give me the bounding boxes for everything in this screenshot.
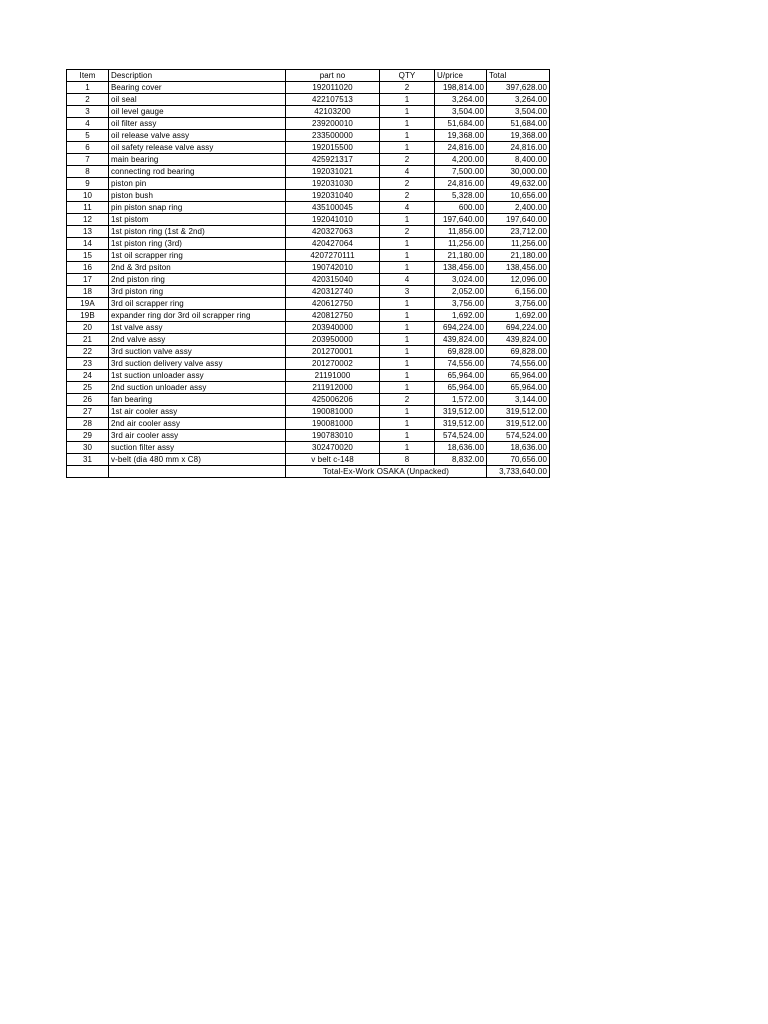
cell-description: 1st piston ring (3rd) bbox=[109, 238, 286, 250]
cell-part-no: 190742010 bbox=[286, 262, 380, 274]
cell-description: 3rd suction valve assy bbox=[109, 346, 286, 358]
cell-qty: 1 bbox=[380, 262, 435, 274]
cell-item: 3 bbox=[67, 106, 109, 118]
cell-part-no: 435100045 bbox=[286, 202, 380, 214]
cell-item: 19A bbox=[67, 298, 109, 310]
table-header bbox=[67, 70, 550, 82]
table-row bbox=[67, 430, 550, 442]
cell-uprice: 694,224.00 bbox=[435, 322, 487, 334]
cell-part-no: 420312740 bbox=[286, 286, 380, 298]
cell-total: 197,640.00 bbox=[487, 214, 550, 226]
cell-description: fan bearing bbox=[109, 394, 286, 406]
table-row bbox=[67, 82, 550, 94]
table-row bbox=[67, 178, 550, 190]
cell-total: 439,824.00 bbox=[487, 334, 550, 346]
cell-item: 21 bbox=[67, 334, 109, 346]
header-row bbox=[67, 70, 550, 82]
cell-description: piston pin bbox=[109, 178, 286, 190]
cell-uprice: 439,824.00 bbox=[435, 334, 487, 346]
cell-item: 27 bbox=[67, 406, 109, 418]
table-row bbox=[67, 190, 550, 202]
footer-empty-cell bbox=[67, 466, 109, 478]
header-item: Item bbox=[67, 70, 109, 82]
cell-total: 694,224.00 bbox=[487, 322, 550, 334]
footer-row bbox=[67, 466, 550, 478]
cell-qty: 1 bbox=[380, 406, 435, 418]
cell-qty: 1 bbox=[380, 358, 435, 370]
table-row bbox=[67, 406, 550, 418]
cell-item: 26 bbox=[67, 394, 109, 406]
cell-qty: 2 bbox=[380, 394, 435, 406]
table-row bbox=[67, 370, 550, 382]
footer-total-label: Total-Ex-Work OSAKA (Unpacked) bbox=[286, 466, 487, 478]
cell-uprice: 65,964.00 bbox=[435, 370, 487, 382]
cell-part-no: 192041010 bbox=[286, 214, 380, 226]
cell-uprice: 19,368.00 bbox=[435, 130, 487, 142]
cell-description: v-belt (dia 480 mm x C8) bbox=[109, 454, 286, 466]
cell-item: 6 bbox=[67, 142, 109, 154]
cell-qty: 1 bbox=[380, 382, 435, 394]
cell-part-no: 190081000 bbox=[286, 418, 380, 430]
cell-description: 2nd suction unloader assy bbox=[109, 382, 286, 394]
cell-qty: 1 bbox=[380, 106, 435, 118]
cell-part-no: 302470020 bbox=[286, 442, 380, 454]
cell-qty: 4 bbox=[380, 274, 435, 286]
cell-uprice: 1,692.00 bbox=[435, 310, 487, 322]
cell-uprice: 7,500.00 bbox=[435, 166, 487, 178]
table-row bbox=[67, 106, 550, 118]
cell-item: 13 bbox=[67, 226, 109, 238]
cell-qty: 1 bbox=[380, 214, 435, 226]
price-list-sheet bbox=[66, 69, 550, 478]
cell-qty: 1 bbox=[380, 310, 435, 322]
header-description: Description bbox=[109, 70, 286, 82]
cell-uprice: 11,256.00 bbox=[435, 238, 487, 250]
cell-qty: 1 bbox=[380, 118, 435, 130]
cell-description: oil safety release valve assy bbox=[109, 142, 286, 154]
cell-uprice: 1,572.00 bbox=[435, 394, 487, 406]
cell-uprice: 197,640.00 bbox=[435, 214, 487, 226]
cell-qty: 1 bbox=[380, 298, 435, 310]
cell-total: 65,964.00 bbox=[487, 370, 550, 382]
table-row bbox=[67, 226, 550, 238]
cell-part-no: 420315040 bbox=[286, 274, 380, 286]
cell-total: 8,400.00 bbox=[487, 154, 550, 166]
cell-part-no: 203940000 bbox=[286, 322, 380, 334]
cell-description: oil seal bbox=[109, 94, 286, 106]
table-row bbox=[67, 286, 550, 298]
cell-total: 6,156.00 bbox=[487, 286, 550, 298]
cell-item: 16 bbox=[67, 262, 109, 274]
table-row bbox=[67, 154, 550, 166]
header-qty: QTY bbox=[380, 70, 435, 82]
cell-total: 11,256.00 bbox=[487, 238, 550, 250]
cell-description: 2nd piston ring bbox=[109, 274, 286, 286]
cell-total: 319,512.00 bbox=[487, 418, 550, 430]
table-footer bbox=[67, 466, 550, 478]
cell-description: suction filter assy bbox=[109, 442, 286, 454]
cell-total: 65,964.00 bbox=[487, 382, 550, 394]
cell-item: 24 bbox=[67, 370, 109, 382]
cell-item: 23 bbox=[67, 358, 109, 370]
cell-part-no: 192031040 bbox=[286, 190, 380, 202]
cell-total: 70,656.00 bbox=[487, 454, 550, 466]
cell-uprice: 3,756.00 bbox=[435, 298, 487, 310]
table-row bbox=[67, 310, 550, 322]
cell-qty: 8 bbox=[380, 454, 435, 466]
table-row bbox=[67, 298, 550, 310]
cell-qty: 2 bbox=[380, 82, 435, 94]
cell-qty: 1 bbox=[380, 442, 435, 454]
cell-item: 2 bbox=[67, 94, 109, 106]
cell-qty: 4 bbox=[380, 202, 435, 214]
cell-total: 319,512.00 bbox=[487, 406, 550, 418]
cell-item: 1 bbox=[67, 82, 109, 94]
table-row bbox=[67, 130, 550, 142]
cell-description: 2nd air cooler assy bbox=[109, 418, 286, 430]
cell-part-no: 203950000 bbox=[286, 334, 380, 346]
table-row bbox=[67, 214, 550, 226]
cell-description: 1st air cooler assy bbox=[109, 406, 286, 418]
table-row bbox=[67, 94, 550, 106]
cell-description: 1st oil scrapper ring bbox=[109, 250, 286, 262]
table-row bbox=[67, 322, 550, 334]
cell-qty: 2 bbox=[380, 226, 435, 238]
cell-uprice: 65,964.00 bbox=[435, 382, 487, 394]
cell-uprice: 319,512.00 bbox=[435, 406, 487, 418]
cell-total: 18,636.00 bbox=[487, 442, 550, 454]
cell-total: 3,144.00 bbox=[487, 394, 550, 406]
cell-total: 138,456.00 bbox=[487, 262, 550, 274]
cell-qty: 1 bbox=[380, 418, 435, 430]
cell-part-no: 425921317 bbox=[286, 154, 380, 166]
cell-item: 25 bbox=[67, 382, 109, 394]
cell-description: pin piston snap ring bbox=[109, 202, 286, 214]
table-row bbox=[67, 442, 550, 454]
cell-item: 28 bbox=[67, 418, 109, 430]
cell-part-no: 201270001 bbox=[286, 346, 380, 358]
cell-uprice: 3,264.00 bbox=[435, 94, 487, 106]
cell-part-no: 420612750 bbox=[286, 298, 380, 310]
table-row bbox=[67, 454, 550, 466]
cell-part-no: 21191000 bbox=[286, 370, 380, 382]
cell-description: 1st valve assy bbox=[109, 322, 286, 334]
cell-part-no: 211912000 bbox=[286, 382, 380, 394]
cell-item: 30 bbox=[67, 442, 109, 454]
cell-part-no: 192031021 bbox=[286, 166, 380, 178]
cell-item: 9 bbox=[67, 178, 109, 190]
footer-grand-total: 3,733,640.00 bbox=[487, 466, 550, 478]
cell-part-no: 190783010 bbox=[286, 430, 380, 442]
cell-total: 51,684.00 bbox=[487, 118, 550, 130]
cell-item: 4 bbox=[67, 118, 109, 130]
table-row bbox=[67, 382, 550, 394]
cell-item: 15 bbox=[67, 250, 109, 262]
table-row bbox=[67, 394, 550, 406]
cell-description: oil filter assy bbox=[109, 118, 286, 130]
table-row bbox=[67, 274, 550, 286]
cell-qty: 1 bbox=[380, 130, 435, 142]
table-row bbox=[67, 238, 550, 250]
cell-qty: 1 bbox=[380, 94, 435, 106]
cell-description: 2nd valve assy bbox=[109, 334, 286, 346]
cell-uprice: 51,684.00 bbox=[435, 118, 487, 130]
cell-total: 10,656.00 bbox=[487, 190, 550, 202]
cell-part-no: 190081000 bbox=[286, 406, 380, 418]
cell-part-no: 192031030 bbox=[286, 178, 380, 190]
cell-description: 3rd piston ring bbox=[109, 286, 286, 298]
cell-description: oil release valve assy bbox=[109, 130, 286, 142]
cell-description: expander ring dor 3rd oil scrapper ring bbox=[109, 310, 286, 322]
cell-total: 574,524.00 bbox=[487, 430, 550, 442]
cell-part-no: 4207270111 bbox=[286, 250, 380, 262]
cell-uprice: 4,200.00 bbox=[435, 154, 487, 166]
cell-uprice: 8,832.00 bbox=[435, 454, 487, 466]
cell-qty: 2 bbox=[380, 190, 435, 202]
cell-uprice: 319,512.00 bbox=[435, 418, 487, 430]
table-row bbox=[67, 358, 550, 370]
cell-item: 5 bbox=[67, 130, 109, 142]
cell-part-no: 201270002 bbox=[286, 358, 380, 370]
cell-qty: 1 bbox=[380, 346, 435, 358]
cell-uprice: 69,828.00 bbox=[435, 346, 487, 358]
cell-total: 49,632.00 bbox=[487, 178, 550, 190]
cell-item: 8 bbox=[67, 166, 109, 178]
cell-item: 17 bbox=[67, 274, 109, 286]
cell-uprice: 138,456.00 bbox=[435, 262, 487, 274]
cell-uprice: 2,052.00 bbox=[435, 286, 487, 298]
cell-uprice: 24,816.00 bbox=[435, 142, 487, 154]
cell-part-no: 425006206 bbox=[286, 394, 380, 406]
table-row bbox=[67, 346, 550, 358]
cell-description: 1st suction unloader assy bbox=[109, 370, 286, 382]
cell-item: 22 bbox=[67, 346, 109, 358]
cell-total: 30,000.00 bbox=[487, 166, 550, 178]
cell-part-no: v belt c-148 bbox=[286, 454, 380, 466]
cell-total: 19,368.00 bbox=[487, 130, 550, 142]
cell-uprice: 3,024.00 bbox=[435, 274, 487, 286]
cell-qty: 1 bbox=[380, 142, 435, 154]
cell-uprice: 24,816.00 bbox=[435, 178, 487, 190]
cell-total: 69,828.00 bbox=[487, 346, 550, 358]
cell-qty: 2 bbox=[380, 178, 435, 190]
cell-item: 7 bbox=[67, 154, 109, 166]
cell-total: 74,556.00 bbox=[487, 358, 550, 370]
cell-description: 2nd & 3rd psiton bbox=[109, 262, 286, 274]
cell-qty: 1 bbox=[380, 370, 435, 382]
cell-item: 19B bbox=[67, 310, 109, 322]
cell-total: 397,628.00 bbox=[487, 82, 550, 94]
parts-price-table bbox=[66, 69, 550, 478]
cell-part-no: 192015500 bbox=[286, 142, 380, 154]
table-row bbox=[67, 202, 550, 214]
cell-description: 1st piston ring (1st & 2nd) bbox=[109, 226, 286, 238]
cell-item: 31 bbox=[67, 454, 109, 466]
footer-empty-cell bbox=[109, 466, 286, 478]
cell-uprice: 574,524.00 bbox=[435, 430, 487, 442]
cell-part-no: 420427064 bbox=[286, 238, 380, 250]
cell-part-no: 233500000 bbox=[286, 130, 380, 142]
cell-description: 3rd air cooler assy bbox=[109, 430, 286, 442]
cell-uprice: 3,504.00 bbox=[435, 106, 487, 118]
cell-description: Bearing cover bbox=[109, 82, 286, 94]
cell-qty: 1 bbox=[380, 430, 435, 442]
cell-item: 18 bbox=[67, 286, 109, 298]
cell-total: 21,180.00 bbox=[487, 250, 550, 262]
cell-uprice: 74,556.00 bbox=[435, 358, 487, 370]
cell-item: 14 bbox=[67, 238, 109, 250]
cell-part-no: 192011020 bbox=[286, 82, 380, 94]
cell-description: 1st pistom bbox=[109, 214, 286, 226]
cell-part-no: 239200010 bbox=[286, 118, 380, 130]
cell-total: 3,264.00 bbox=[487, 94, 550, 106]
cell-total: 12,096.00 bbox=[487, 274, 550, 286]
cell-uprice: 11,856.00 bbox=[435, 226, 487, 238]
cell-qty: 1 bbox=[380, 322, 435, 334]
cell-total: 2,400.00 bbox=[487, 202, 550, 214]
cell-qty: 1 bbox=[380, 250, 435, 262]
header-part-no: part no bbox=[286, 70, 380, 82]
table-row bbox=[67, 334, 550, 346]
cell-total: 3,504.00 bbox=[487, 106, 550, 118]
table-row bbox=[67, 250, 550, 262]
table-body bbox=[67, 82, 550, 466]
cell-qty: 1 bbox=[380, 238, 435, 250]
cell-item: 12 bbox=[67, 214, 109, 226]
cell-part-no: 420812750 bbox=[286, 310, 380, 322]
cell-item: 29 bbox=[67, 430, 109, 442]
cell-total: 3,756.00 bbox=[487, 298, 550, 310]
table-row bbox=[67, 418, 550, 430]
cell-qty: 2 bbox=[380, 154, 435, 166]
cell-total: 1,692.00 bbox=[487, 310, 550, 322]
header-uprice: U/price bbox=[435, 70, 487, 82]
table-row bbox=[67, 142, 550, 154]
cell-description: 3rd suction delivery valve assy bbox=[109, 358, 286, 370]
cell-item: 11 bbox=[67, 202, 109, 214]
cell-description: piston bush bbox=[109, 190, 286, 202]
cell-description: connecting rod bearing bbox=[109, 166, 286, 178]
cell-item: 20 bbox=[67, 322, 109, 334]
table-row bbox=[67, 166, 550, 178]
table-row bbox=[67, 118, 550, 130]
cell-description: oil level gauge bbox=[109, 106, 286, 118]
cell-item: 10 bbox=[67, 190, 109, 202]
cell-uprice: 198,814.00 bbox=[435, 82, 487, 94]
cell-qty: 4 bbox=[380, 166, 435, 178]
table-row bbox=[67, 262, 550, 274]
cell-part-no: 420327063 bbox=[286, 226, 380, 238]
cell-part-no: 422107513 bbox=[286, 94, 380, 106]
cell-description: main bearing bbox=[109, 154, 286, 166]
cell-uprice: 5,328.00 bbox=[435, 190, 487, 202]
cell-part-no: 42103200 bbox=[286, 106, 380, 118]
cell-qty: 1 bbox=[380, 334, 435, 346]
cell-uprice: 18,636.00 bbox=[435, 442, 487, 454]
cell-total: 24,816.00 bbox=[487, 142, 550, 154]
cell-description: 3rd oil scrapper ring bbox=[109, 298, 286, 310]
cell-uprice: 600.00 bbox=[435, 202, 487, 214]
cell-total: 23,712.00 bbox=[487, 226, 550, 238]
cell-uprice: 21,180.00 bbox=[435, 250, 487, 262]
header-total: Total bbox=[487, 70, 550, 82]
cell-qty: 3 bbox=[380, 286, 435, 298]
